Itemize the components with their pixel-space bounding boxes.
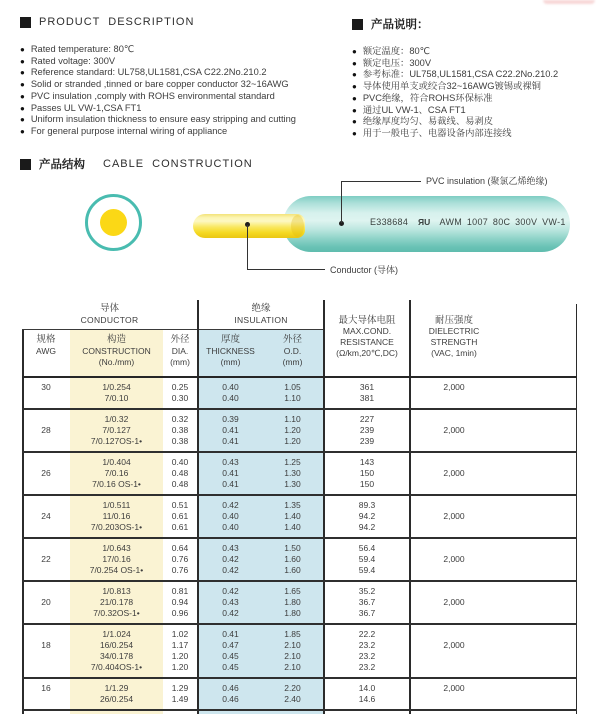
group-underline [22,329,197,330]
thickness-cell: 0.43 0.41 0.41 [222,457,239,489]
dia-cell: 0.32 0.38 0.38 [171,414,189,446]
od-cell: 1.05 1.10 [284,382,301,403]
od-column-header [262,334,323,369]
dielectric-cell: 2,000 [443,511,465,521]
bullet-item [352,69,558,81]
bullet-item [352,58,558,70]
conductor-group-en: CONDUCTOR [80,314,139,325]
table-row [22,453,577,496]
bullet-text: Rated voltage: 300V [30,55,116,66]
conductor-group-header [22,303,197,326]
product-description-list [20,44,296,138]
construction-header-en: CONSTRUCTION [82,345,151,356]
bullet-item [20,67,296,79]
od-cell: 2.20 2.40 [284,683,301,704]
awg-cell: 28 [41,425,51,435]
od-cell: 1.65 1.80 1.80 [284,586,301,618]
thickness-cell: 0.46 0.46 [222,683,239,704]
od-header-unit: (mm) [282,357,303,367]
thickness-cell: 0.43 0.42 0.42 [222,543,239,575]
thickness-header-cn: 厚度 [220,334,240,345]
bullet-icon: ● [352,128,357,138]
thickness-cell: 0.42 0.43 0.42 [222,586,239,618]
awg-cell: 24 [41,511,51,521]
leader-line-horizontal [247,269,325,270]
ul-file-number: E338684 [370,217,409,227]
resistance-cell: 56.4 59.4 59.4 [358,543,376,575]
dia-cell: 0.25 0.30 [171,382,189,403]
bullet-icon: ● [352,93,357,103]
dia-cell: 0.40 0.48 0.48 [171,457,189,489]
bullet-text: PVC绝缘，符合ROHS环保标准 [362,92,493,103]
table-row [22,378,577,410]
resistance-cell: 89.3 94.2 94.2 [358,500,376,532]
insulation-group-en: INSULATION [234,314,288,325]
bullet-text: Solid or stranded ,tinned or bare copper conductor 32~16AWG [30,79,289,90]
dielectric-header-cn: 耐压强度 [434,315,473,326]
specification-table [22,300,577,714]
od-cell: 1.25 1.30 1.30 [284,457,301,489]
awg-cell: 22 [41,554,51,564]
product-description-header [20,16,194,28]
bullet-item [20,103,296,115]
resistance-cell: 35.2 36.7 36.7 [358,586,376,618]
bullet-item [352,128,558,140]
dia-cell: 1.02 1.17 1.20 1.20 [171,629,189,672]
resistance-cell: 361 381 [359,382,375,403]
cable-construction-header [20,156,253,172]
resistance-cell: 143 150 150 [359,457,375,489]
dia-cell: 0.51 0.61 0.61 [171,500,189,532]
dielectric-cell: 2,000 [443,640,465,650]
bullet-item [20,79,296,91]
bullet-text: Rated temperature: 80℃ [30,44,135,54]
thickness-cell: 0.39 0.41 0.41 [222,414,239,446]
bullet-icon: ● [20,56,25,66]
resistance-header-cn: 最大导体电阻 [338,315,396,326]
bullet-icon: ● [20,115,25,125]
black-square-icon [352,19,363,30]
leader-line-vertical [341,181,342,223]
resistance-header-en2: RESISTANCE [340,337,394,347]
bullet-item [352,105,558,117]
black-square-icon [20,17,31,28]
group-underline [199,329,323,330]
dia-column-header [163,334,197,369]
thickness-cell: 0.41 0.47 0.45 0.45 [222,629,239,672]
partial-logo-smudge [543,0,595,4]
column-header-row [22,331,577,369]
table-row [22,539,577,582]
bullet-icon: ● [20,68,25,78]
bullet-text: 绝缘厚度均匀、易裁线、易剥皮 [362,116,494,127]
resistance-header-unit: (Ω/km,20℃,DC) [336,348,398,358]
thickness-header-en: THICKNESS [206,345,255,356]
construction-cell: 1/1.29 26/0.254 [99,683,134,704]
thickness-column-header [199,334,262,369]
cable-rating-text: AWM 1007 80C 300V VW-1 [439,217,566,227]
table-row [22,625,577,679]
dielectric-cell: 2,000 [443,468,465,478]
construction-cell: 1/0.643 17/0.16 7/0.254 OS-1• [89,543,144,575]
bullet-item [20,56,296,68]
dielectric-header-en1: DIELECTRIC [428,326,480,336]
leader-line-horizontal [341,181,421,182]
leader-line-vertical [247,225,248,269]
bullet-text: Uniform insulation thickness to ensure easy stripping and cutting [30,114,296,125]
bullet-text: 通过UL VW-1、CSA FT1 [362,104,466,115]
bullet-icon: ● [352,117,357,127]
awg-cell: 16 [41,683,51,693]
bullet-text: For general purpose internal wiring of appliance [30,125,228,136]
awg-column-header [22,334,70,369]
product-description-cn-list [352,46,558,140]
table-row [22,496,577,539]
bullet-text: 导体使用单支或绞合32~16AWG镀锡或裸铜 [362,81,541,92]
construction-header-unit: (No./mm) [98,357,135,367]
od-cell: 1.85 2.10 2.10 2.10 [284,629,301,672]
dia-cell: 0.81 0.94 0.96 [171,586,189,618]
dia-cell: 0.64 0.76 0.76 [171,543,189,575]
bullet-item [352,81,558,93]
od-cell: 1.10 1.20 1.20 [284,414,301,446]
bullet-icon: ● [352,105,357,115]
cable-marking-text [370,217,566,227]
black-square-icon [20,159,31,170]
resistance-cell: 14.0 14.6 [358,683,376,704]
dielectric-cell: 2,000 [443,597,465,607]
construction-cell: 1/0.404 7/0.16 7/0.16 OS-1• [92,457,141,489]
od-header-en: O.D. [283,345,302,356]
dielectric-cell: 2,000 [443,382,465,392]
table-rows [22,378,577,711]
construction-cell: 1/0.511 11/0.16 7/0.203OS-1• [90,500,143,532]
ul-recognized-icon: ЯU [417,217,431,227]
bullet-text: Reference standard: UL758,UL1581,CSA C22.2No.210.2 [30,67,267,78]
construction-header-cn: 构造 [106,334,126,345]
dia-header-en: DIA. [171,345,189,356]
bullet-item [352,116,558,128]
table-row [22,582,577,625]
insulation-group-cn: 绝缘 [251,303,271,314]
table-row [22,410,577,453]
bullet-text: 额定温度：80℃ [362,46,431,56]
dielectric-header-en2: STRENGTH [430,337,478,347]
resistance-header-en1: MAX.COND. [342,326,392,336]
bullet-item [20,44,296,56]
bullet-text: Passes UL VW-1,CSA FT1 [30,102,142,113]
dielectric-header-unit: (VAC, 1min) [431,348,477,358]
dielectric-cell: 2,000 [443,425,465,435]
product-description-cn-title: 产品说明： [371,19,429,31]
conductor-rod-end-shading [291,215,304,237]
dia-header-cn: 外径 [170,334,190,345]
bullet-text: 用于一般电子、电器设备内部连接线 [362,127,512,138]
construction-cell: 1/0.813 21/0.178 7/0.32OS-1• [93,586,140,618]
bullet-icon: ● [20,80,25,90]
bullet-text: PVC insulation ,comply with ROHS environmental standard [30,90,275,101]
conductor-label: Conductor (导体) [330,265,399,275]
cable-construction-title-cn: 产品结构 [39,159,85,171]
resistance-cell: 22.2 23.2 23.2 23.2 [358,629,376,672]
insulation-group-header [199,303,323,326]
thickness-cell: 0.40 0.40 [222,382,239,403]
bullet-text: 额定电压：300V [362,57,432,68]
bullet-icon: ● [352,58,357,68]
awg-cell: 18 [41,640,51,650]
dia-cell: 1.29 1.49 [171,683,189,704]
bullet-icon: ● [20,126,25,136]
construction-cell: 1/1.024 16/0.254 34/0.178 7/0.404OS-1• [90,629,143,672]
awg-cell: 20 [41,597,51,607]
product-description-title: PRODUCT DESCRIPTION [39,16,195,28]
bullet-icon: ● [352,47,357,56]
resistance-cell: 227 239 239 [359,414,375,446]
insulation-label: PVC insulation (聚氯乙烯绝缘) [426,176,548,186]
thickness-cell: 0.42 0.40 0.40 [222,500,239,532]
bullet-text: 参考标准：UL758,UL1581,CSA C22.2No.210.2 [362,69,559,80]
dielectric-cell: 2,000 [443,554,465,564]
table-row [22,679,577,711]
construction-cell: 1/0.32 7/0.127 7/0.127OS-1• [90,414,143,446]
bullet-icon: ● [352,70,357,80]
dielectric-cell: 2,000 [443,683,465,693]
od-cell: 1.35 1.40 1.40 [284,500,301,532]
thickness-header-unit: (mm) [220,357,241,367]
bullet-item [352,46,558,58]
bullet-item [20,91,296,103]
bullet-item [20,114,296,126]
product-description-cn-header [352,16,429,32]
awg-header-cn: 规格 [36,334,56,345]
bullet-item [352,93,558,105]
awg-cell: 26 [41,468,51,478]
bullet-icon: ● [20,103,25,113]
bullet-icon: ● [352,82,357,92]
awg-header-en: AWG [36,345,56,356]
cross-section-conductor-core [100,209,127,236]
awg-cell: 30 [41,382,51,392]
construction-cell: 1/0.254 7/0.10 [102,382,131,403]
cable-construction-title-en: CABLE CONSTRUCTION [103,158,253,170]
od-header-cn: 外径 [282,334,302,345]
conductor-group-cn: 导体 [99,303,119,314]
construction-column-header [70,334,163,369]
bullet-item [20,126,296,138]
bullet-icon: ● [20,45,25,54]
bullet-icon: ● [20,91,25,101]
dia-header-unit: (mm) [170,357,190,367]
od-cell: 1.50 1.60 1.60 [284,543,301,575]
